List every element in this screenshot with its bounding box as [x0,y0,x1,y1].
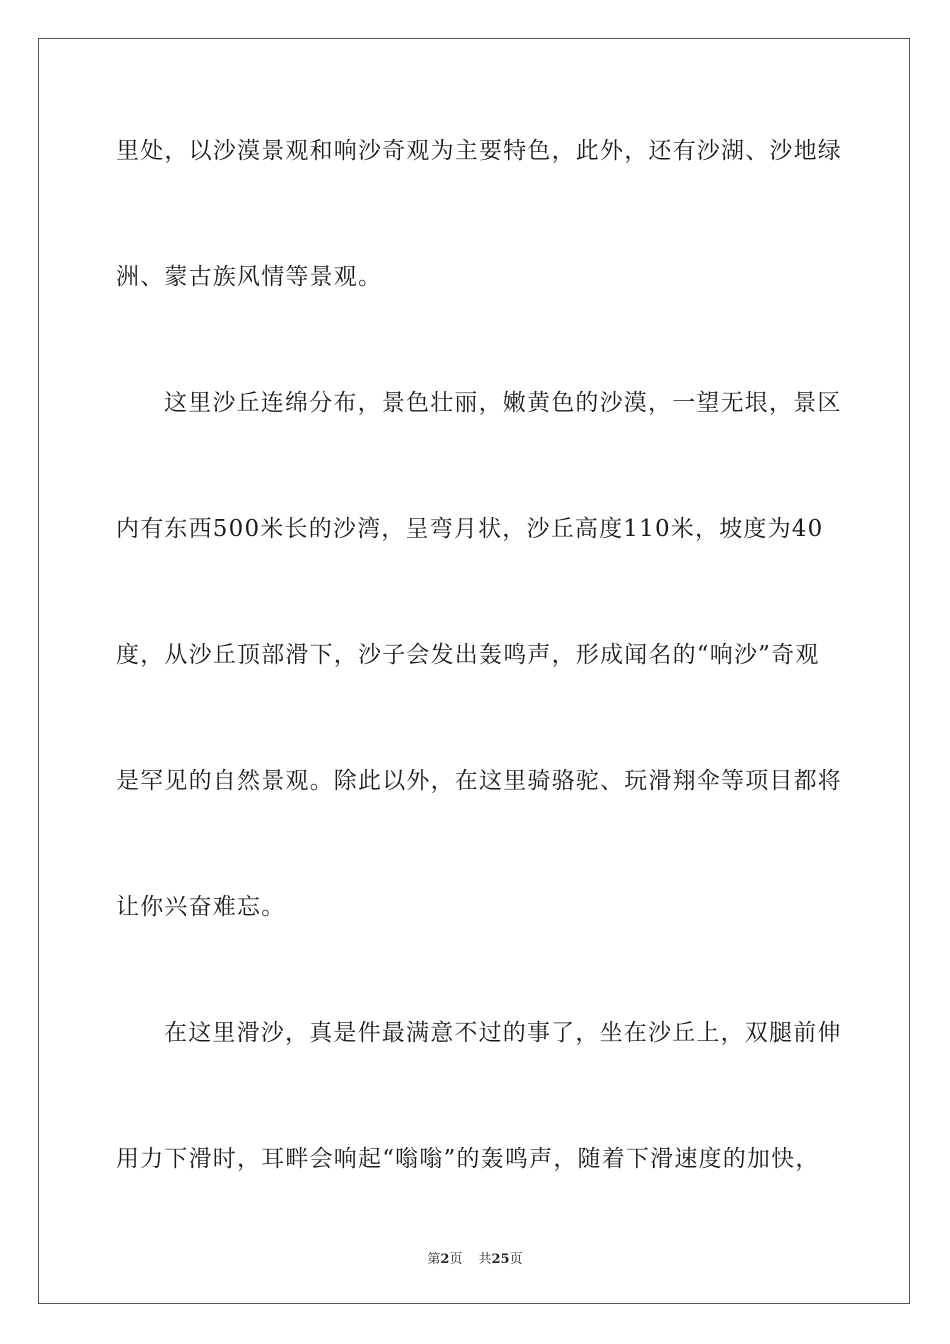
text-line-9: 用力下滑时，耳畔会响起“嗡嗡”的轰鸣声，随着下滑速度的加快， [116,1146,820,1172]
text-line-5: 度，从沙丘顶部滑下，沙子会发出轰鸣声，形成闻名的“响沙”奇观 [116,642,820,668]
total-pages: 25 [491,1252,510,1267]
text-line-2: 洲、蒙古族风情等景观。 [116,264,383,290]
page-number: 2 [440,1252,450,1267]
text-line-3: 这里沙丘连绵分布，景色壮丽，嫩黄色的沙漠，一望无垠，景区 [164,390,842,416]
text-line-8: 在这里滑沙，真是件最满意不过的事了，坐在沙丘上，双腿前伸 [164,1020,842,1046]
text-line-1: 里处，以沙漠景观和响沙奇观为主要特色，此外，还有沙湖、沙地绿 [116,138,842,164]
page-prefix: 第 [427,1252,441,1267]
text-line-6: 是罕见的自然景观。除此以外，在这里骑骆驼、玩滑翔伞等项目都将 [116,768,842,794]
page-footer [0,1248,950,1267]
total-suffix: 页 [509,1252,523,1267]
total-prefix: 共 [478,1252,492,1267]
page-border [38,38,910,1304]
text-line-4: 内有东西500米长的沙湾，呈弯月状，沙丘高度110米，坡度为40 [116,516,824,542]
page-suffix: 页 [449,1252,463,1267]
text-line-7: 让你兴奋难忘。 [116,894,286,920]
